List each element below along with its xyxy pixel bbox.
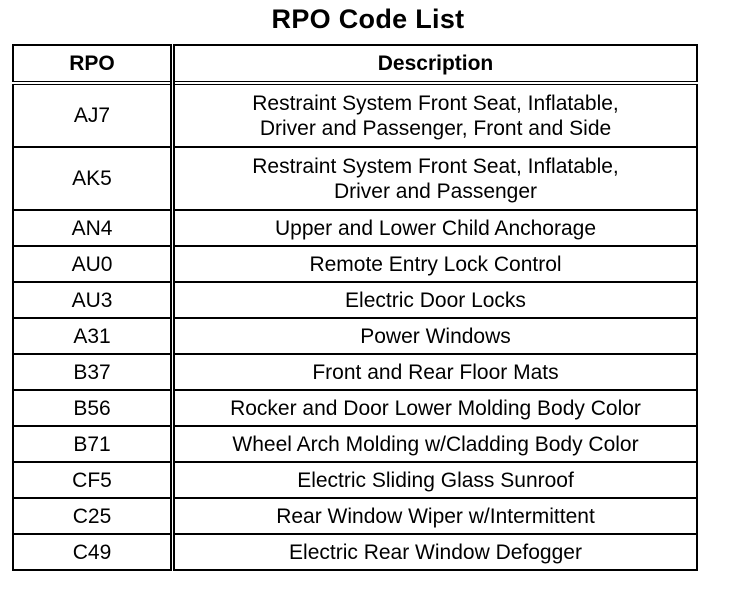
description-line: Upper and Lower Child Anchorage bbox=[274, 216, 597, 240]
rpo-code-cell: B37 bbox=[13, 354, 173, 390]
description-cell bbox=[173, 246, 698, 282]
table-row bbox=[13, 83, 697, 147]
description-cell bbox=[173, 498, 698, 534]
rpo-code-cell: A31 bbox=[13, 318, 173, 354]
description-line: Front and Rear Floor Mats bbox=[312, 360, 559, 384]
table-row bbox=[13, 354, 697, 390]
description-cell bbox=[173, 282, 698, 318]
description-line: Electric Sliding Glass Sunroof bbox=[297, 468, 574, 492]
description-line: Restraint System Front Seat, Inflatable, bbox=[252, 91, 619, 115]
rpo-code-cell: AJ7 bbox=[13, 83, 173, 147]
description-line: Rear Window Wiper w/Intermittent bbox=[276, 504, 595, 528]
header-description: Description bbox=[173, 45, 698, 83]
table-row bbox=[13, 318, 697, 354]
rpo-code-cell: CF5 bbox=[13, 462, 173, 498]
table-row bbox=[13, 498, 697, 534]
rpo-code-cell: B71 bbox=[13, 426, 173, 462]
description-line: Driver and Passenger bbox=[333, 179, 538, 203]
rpo-code-cell: AK5 bbox=[13, 147, 173, 210]
description-cell bbox=[173, 354, 698, 390]
description-cell bbox=[173, 390, 698, 426]
page-title: RPO Code List bbox=[271, 4, 465, 34]
table-row bbox=[13, 282, 697, 318]
description-line: Wheel Arch Molding w/Cladding Body Color bbox=[232, 432, 639, 456]
description-cell bbox=[173, 210, 698, 246]
description-line: Power Windows bbox=[360, 324, 511, 348]
rpo-code-cell: B56 bbox=[13, 390, 173, 426]
table-row bbox=[13, 426, 697, 462]
description-line: Electric Door Locks bbox=[345, 288, 526, 312]
description-line: Restraint System Front Seat, Inflatable, bbox=[252, 154, 619, 178]
description-cell bbox=[173, 534, 698, 570]
table-body bbox=[13, 83, 697, 570]
table-row bbox=[13, 147, 697, 210]
rpo-code-cell: C49 bbox=[13, 534, 173, 570]
description-cell bbox=[173, 462, 698, 498]
table-row bbox=[13, 210, 697, 246]
description-cell bbox=[173, 83, 698, 147]
table-row bbox=[13, 246, 697, 282]
description-cell bbox=[173, 426, 698, 462]
table-row bbox=[13, 462, 697, 498]
description-line: Remote Entry Lock Control bbox=[309, 252, 562, 276]
rpo-code-table bbox=[12, 44, 698, 571]
description-line: Driver and Passenger, Front and Side bbox=[259, 116, 612, 140]
table-row bbox=[13, 534, 697, 570]
rpo-code-cell: AN4 bbox=[13, 210, 173, 246]
header-rpo: RPO bbox=[13, 45, 173, 83]
table-row bbox=[13, 390, 697, 426]
description-line: Electric Rear Window Defogger bbox=[289, 540, 582, 564]
table-header-row bbox=[13, 45, 697, 83]
rpo-code-cell: AU3 bbox=[13, 282, 173, 318]
rpo-code-cell: AU0 bbox=[13, 246, 173, 282]
description-line: Rocker and Door Lower Molding Body Color bbox=[230, 396, 641, 420]
rpo-code-cell: C25 bbox=[13, 498, 173, 534]
description-cell bbox=[173, 147, 698, 210]
description-cell bbox=[173, 318, 698, 354]
